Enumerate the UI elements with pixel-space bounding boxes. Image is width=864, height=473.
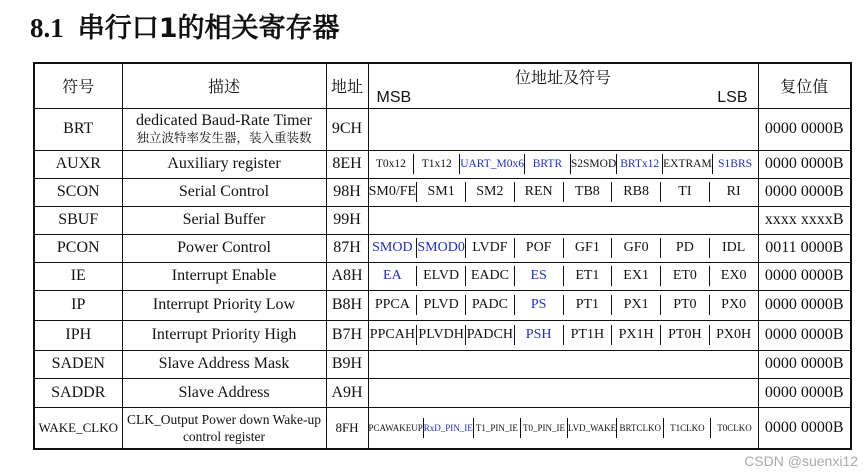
register-description [122, 407, 326, 449]
bit-cell: PLVDH [417, 325, 466, 345]
header-lsb: LSB [717, 88, 748, 106]
register-reset-value: 0000 0000B [758, 407, 851, 449]
bit-cell: EXTRAM [663, 154, 713, 174]
bit-cell: PPCA [369, 295, 418, 315]
register-bits [368, 108, 758, 150]
bit-cell: T1_PIN_IE [474, 418, 521, 438]
register-reset-value: 0000 0000B [758, 108, 851, 150]
bit-cell: UART_M0x6 [460, 154, 525, 174]
register-symbol: IP [34, 290, 122, 320]
bit-cell: PSH [515, 325, 564, 345]
bit-cell: PX0 [721, 297, 747, 312]
register-description-line1: dedicated Baud-Rate Timer [136, 112, 312, 129]
register-bits [368, 378, 758, 407]
register-address: A9H [326, 378, 368, 407]
register-reset-value: 0000 0000B [758, 350, 851, 378]
register-reset-value: 0000 0000B [758, 262, 851, 290]
bit-cell: S2SMOD [571, 154, 617, 174]
register-address: 99H [326, 206, 368, 234]
register-bits [368, 290, 758, 320]
table-row [34, 108, 851, 150]
bit-cell: GF0 [612, 238, 661, 258]
bit-cell: SM2 [466, 182, 515, 202]
table-row [34, 320, 851, 350]
section-number: 8.1 [30, 13, 64, 43]
header-description: 描述 [122, 63, 326, 108]
register-description [122, 108, 326, 150]
register-address: 87H [326, 234, 368, 262]
register-address: 98H [326, 178, 368, 206]
register-reset-value: 0000 0000B [758, 178, 851, 206]
register-bits [368, 320, 758, 350]
bit-cell: T0_PIN_IE [521, 418, 568, 438]
bit-cell: PX0H [716, 327, 752, 342]
bit-cell: EADC [466, 266, 515, 286]
bit-cell: SMOD0 [417, 238, 466, 258]
bit-cell: T0x12 [369, 154, 415, 174]
bit-cell: PPCAH [369, 325, 418, 345]
bit-cell: GF1 [564, 238, 613, 258]
bit-cell: SM1 [417, 182, 466, 202]
register-table [33, 62, 852, 450]
register-reset-value: 0000 0000B [758, 290, 851, 320]
register-address: B7H [326, 320, 368, 350]
register-description: Auxiliary register [122, 150, 326, 178]
register-address: 8FH [326, 407, 368, 449]
header-bits-title: 位地址及符号 [514, 70, 611, 87]
bit-cell: PT1H [564, 325, 613, 345]
section-heading [30, 6, 340, 48]
register-description-line2: 独立波特率发生器，装入重装数 [136, 130, 312, 145]
header-reset: 复位值 [758, 63, 851, 108]
bit-cell: IDL [721, 240, 746, 255]
register-description: Interrupt Priority Low [122, 290, 326, 320]
register-reset-value: 0000 0000B [758, 378, 851, 407]
bit-cell: RI [726, 184, 741, 199]
bit-cell: ES [515, 266, 564, 286]
register-description: Power Control [122, 234, 326, 262]
bit-cell: BRTR [525, 154, 571, 174]
register-symbol: IE [34, 262, 122, 290]
bit-cell: PD [661, 238, 710, 258]
header-msb: MSB [376, 88, 412, 106]
bit-cell: RxD_PIN_IE [424, 418, 474, 438]
bit-cell: POF [515, 238, 564, 258]
bit-cell: RB8 [612, 182, 661, 202]
bit-cell: EX1 [612, 266, 661, 286]
bit-cell: T0CLKO [717, 422, 752, 433]
bit-cell: PT1 [564, 295, 613, 315]
bit-cell: PLVD [417, 295, 466, 315]
register-description: Slave Address Mask [122, 350, 326, 378]
register-description: Slave Address [122, 378, 326, 407]
register-symbol: WAKE_CLKO [34, 407, 122, 449]
table-row [34, 350, 851, 378]
section-title: 串行口1的相关寄存器 [77, 13, 340, 44]
register-address: B8H [326, 290, 368, 320]
bit-cell: ELVD [417, 266, 466, 286]
table-row [34, 407, 851, 449]
bit-cell: PT0 [661, 295, 710, 315]
bit-cell: TI [661, 182, 710, 202]
table-row [34, 378, 851, 407]
register-reset-value: xxxx xxxxB [758, 206, 851, 234]
bit-cell: PX1H [612, 325, 661, 345]
register-reset-value: 0000 0000B [758, 150, 851, 178]
watermark: CSDN @suenxi12 [744, 453, 858, 469]
table-row [34, 262, 851, 290]
register-address: B9H [326, 350, 368, 378]
bit-cell: PT0H [661, 325, 710, 345]
bit-cell: PS [515, 295, 564, 315]
register-description: Serial Control [122, 178, 326, 206]
bit-cell: ET1 [564, 266, 613, 286]
header-row [34, 63, 851, 108]
register-description: Interrupt Priority High [122, 320, 326, 350]
bit-cell: SM0/FE [369, 182, 418, 202]
bit-cell: EX0 [720, 268, 747, 283]
register-symbol: SADDR [34, 378, 122, 407]
register-bits [368, 262, 758, 290]
register-address: 9CH [326, 108, 368, 150]
register-reset-value: 0011 0000B [758, 234, 851, 262]
bit-cell: LVD_WAKE [568, 418, 617, 438]
bit-cell: PX1 [612, 295, 661, 315]
register-symbol: AUXR [34, 150, 122, 178]
register-symbol: PCON [34, 234, 122, 262]
table-row [34, 206, 851, 234]
register-symbol: BRT [34, 108, 122, 150]
table-row [34, 150, 851, 178]
table-row [34, 290, 851, 320]
register-bits [368, 178, 758, 206]
header-address: 地址 [326, 63, 368, 108]
bit-cell: PCAWAKEUP [369, 418, 424, 438]
register-bits [368, 407, 758, 449]
bit-cell: BRTCLKO [617, 418, 664, 438]
header-symbol: 符号 [34, 63, 122, 108]
table-row [34, 178, 851, 206]
bit-cell: PADC [466, 295, 515, 315]
register-bits [368, 206, 758, 234]
bit-cell: BRTx12 [617, 154, 663, 174]
register-address: 8EH [326, 150, 368, 178]
register-symbol: SCON [34, 178, 122, 206]
register-description: Serial Buffer [122, 206, 326, 234]
register-address: A8H [326, 262, 368, 290]
bit-cell: LVDF [466, 238, 515, 258]
register-bits [368, 350, 758, 378]
bit-cell: T1x12 [414, 154, 460, 174]
header-bits [368, 63, 758, 108]
register-symbol: SADEN [34, 350, 122, 378]
register-bits [368, 234, 758, 262]
register-description-line1: CLK_Output Power down Wake-up [126, 411, 322, 427]
bit-cell: REN [515, 182, 564, 202]
bit-cell: PADCH [466, 325, 515, 345]
bit-cell: S1BRS [718, 158, 753, 170]
register-symbol: IPH [34, 320, 122, 350]
register-symbol: SBUF [34, 206, 122, 234]
bit-cell: SMOD [369, 238, 418, 258]
register-description-line2: control register [182, 428, 266, 444]
register-reset-value: 0000 0000B [758, 320, 851, 350]
register-description: Interrupt Enable [122, 262, 326, 290]
bit-cell: ET0 [661, 266, 710, 286]
bit-cell: EA [369, 266, 418, 286]
register-bits [368, 150, 758, 178]
bit-cell: TB8 [564, 182, 613, 202]
table-row [34, 234, 851, 262]
bit-cell: T1CLKO [664, 418, 711, 438]
